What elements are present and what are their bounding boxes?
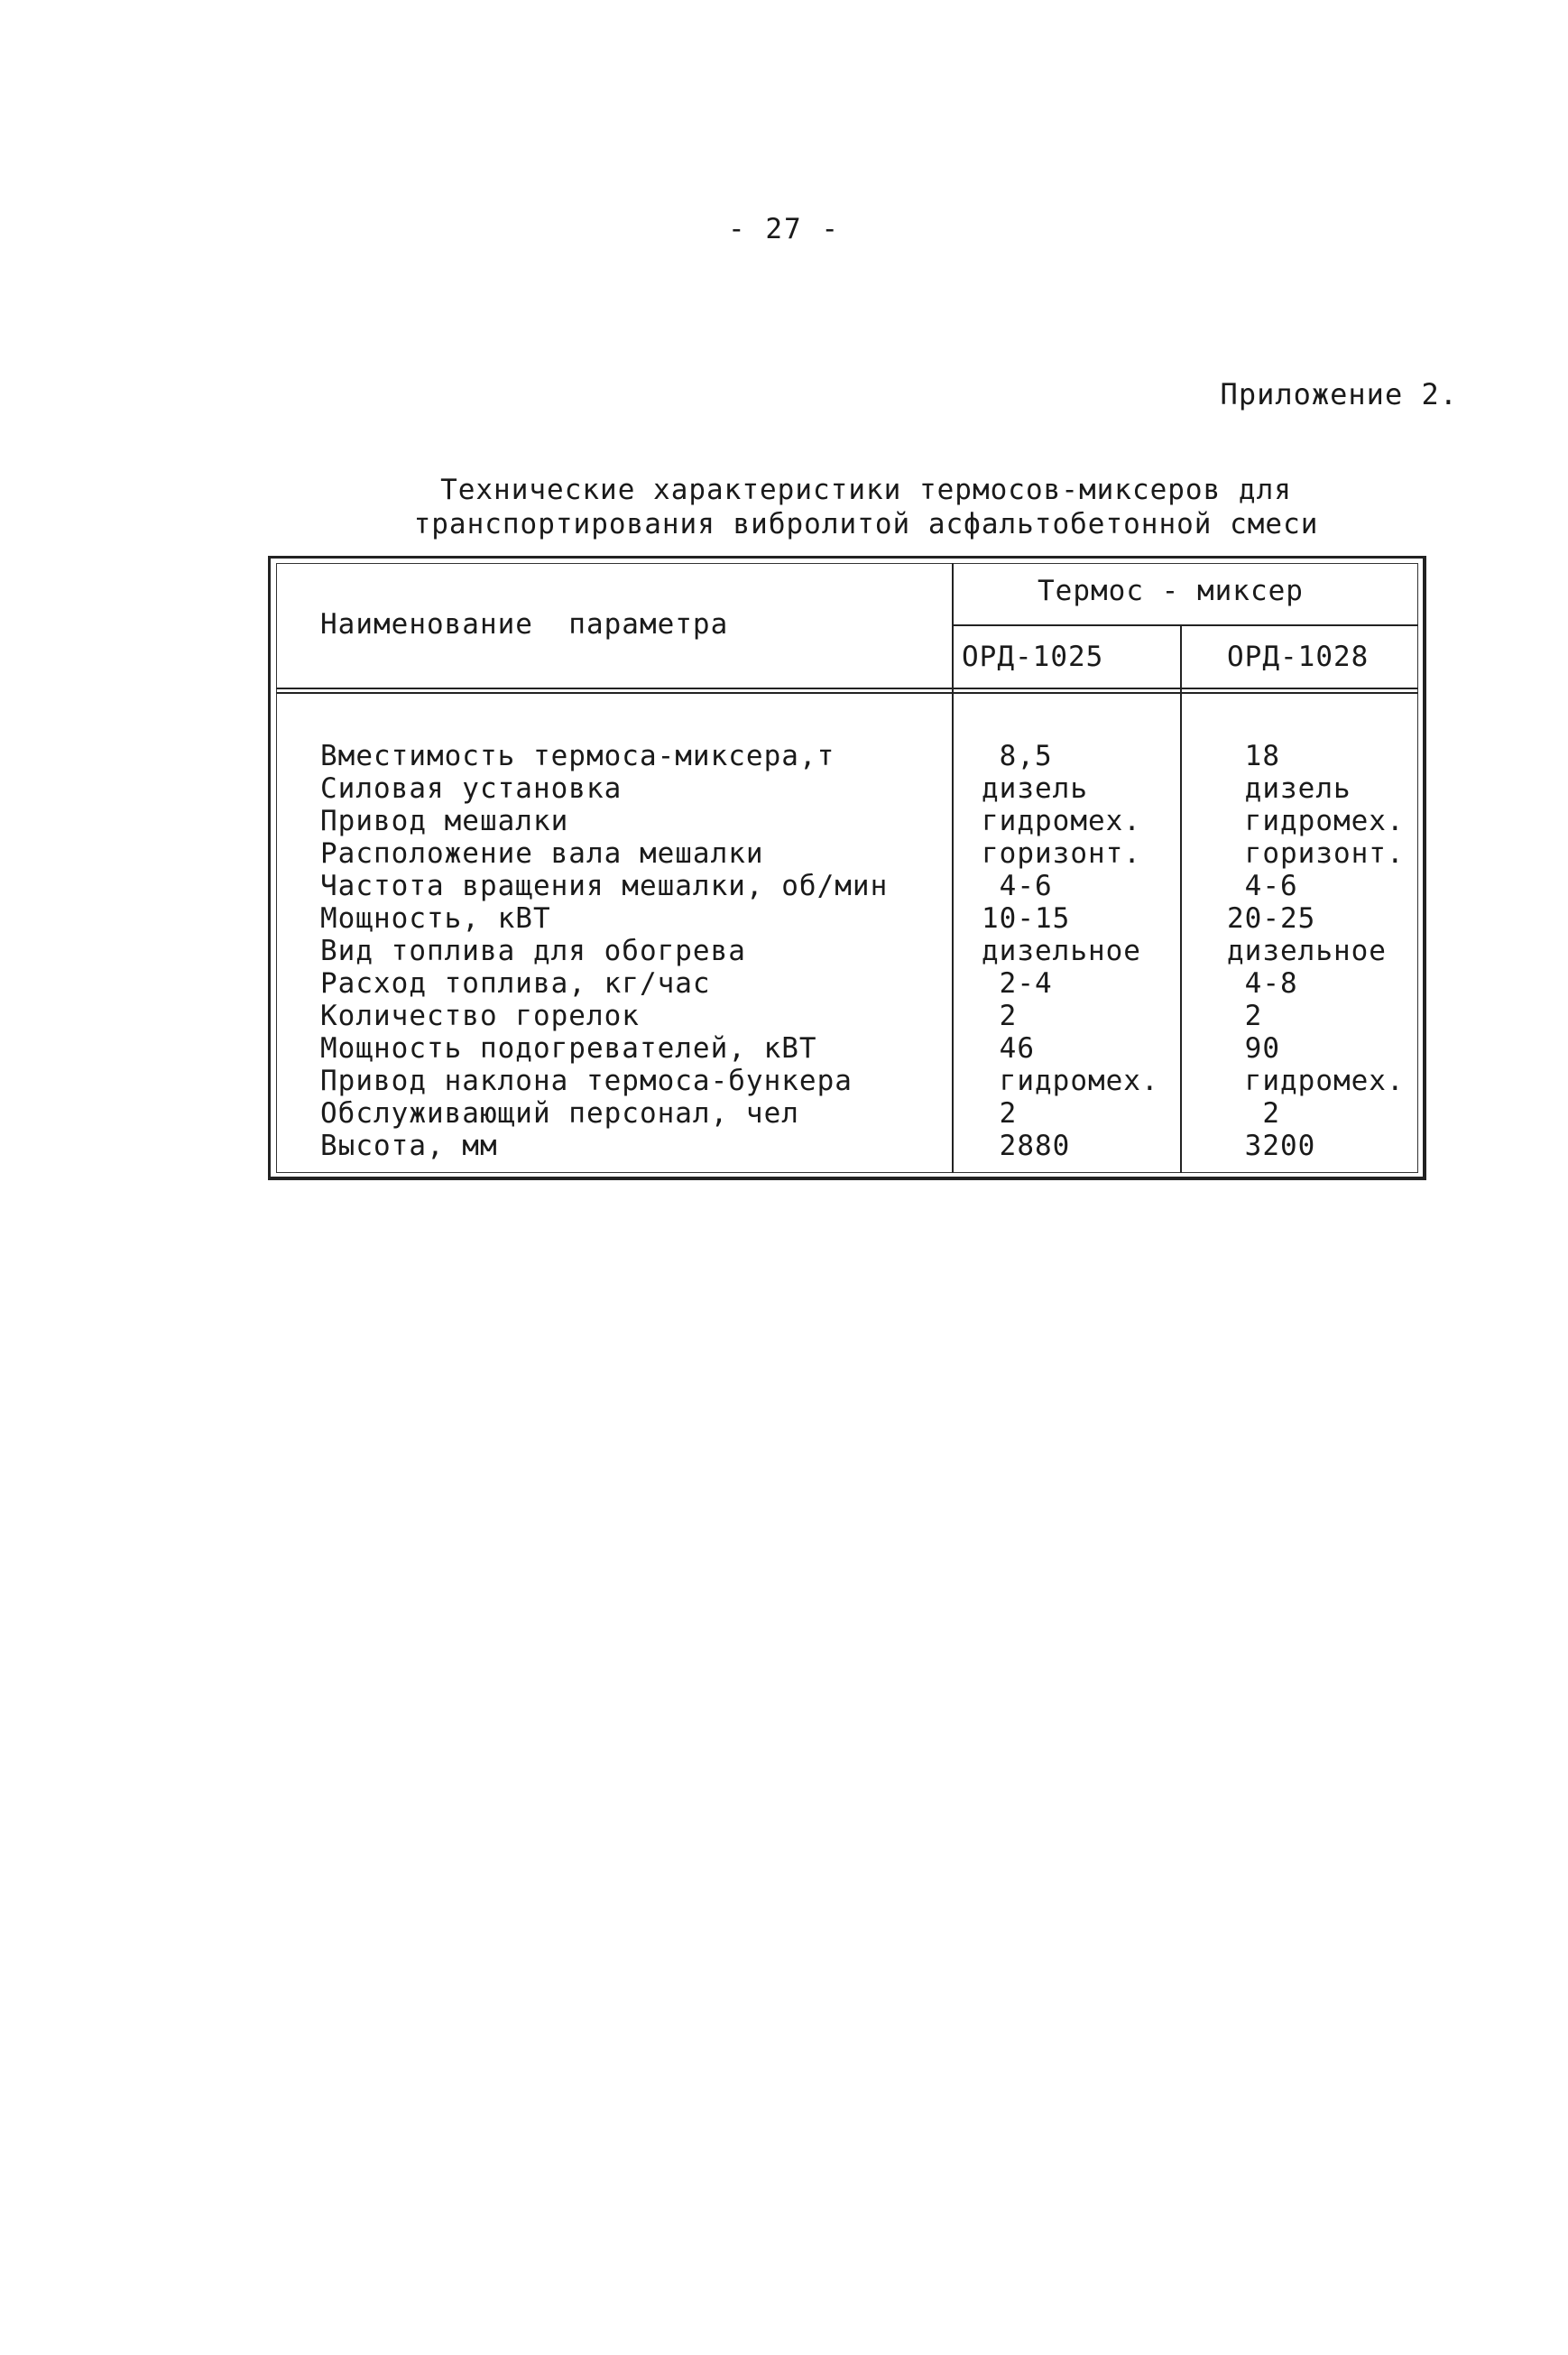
row-value-ord1028: 20-25 <box>1227 902 1316 935</box>
appendix-label: Приложение 2. <box>1220 377 1458 411</box>
header-bottom-rule-2 <box>276 692 1418 694</box>
row-param: Вид топлива для обогрева <box>320 935 746 967</box>
table-caption <box>271 473 1462 541</box>
row-value-ord1025: 2 <box>982 1097 1018 1130</box>
table-row <box>0 805 1568 837</box>
caption-line-1: Технические характеристики термосов-миксеров для <box>440 474 1292 506</box>
row-param: Мощность, кВТ <box>320 902 551 935</box>
row-value-ord1025: дизель <box>982 772 1088 805</box>
row-value-ord1028: 2 <box>1227 1097 1280 1130</box>
table-row <box>0 740 1568 772</box>
row-value-ord1025: 4-6 <box>982 870 1053 902</box>
page-number: - 27 - <box>728 213 840 245</box>
row-value-ord1028: гидромех. <box>1227 805 1405 837</box>
table-row <box>0 967 1568 1000</box>
row-value-ord1028: 4-6 <box>1227 870 1298 902</box>
row-value-ord1028: 2 <box>1227 1000 1263 1032</box>
row-value-ord1025: гидромех. <box>982 1065 1159 1097</box>
row-param: Силовая установка <box>320 772 623 805</box>
row-param: Привод мешалки <box>320 805 569 837</box>
table-row <box>0 870 1568 902</box>
table-row <box>0 1032 1568 1065</box>
row-value-ord1025: 2 <box>982 1000 1018 1032</box>
row-value-ord1028: 4-8 <box>1227 967 1298 1000</box>
row-value-ord1025: 2880 <box>982 1130 1071 1162</box>
header-param-name: Наименование параметра <box>320 608 729 641</box>
row-value-ord1028: гидромех. <box>1227 1065 1405 1097</box>
row-param: Частота вращения мешалки, об/мин <box>320 870 889 902</box>
header-group-divider <box>953 624 1418 626</box>
table-row <box>0 1097 1568 1130</box>
row-param: Обслуживающий персонал, чел <box>320 1097 799 1130</box>
row-value-ord1028: дизельное <box>1227 935 1387 967</box>
row-value-ord1028: дизель <box>1227 772 1351 805</box>
row-param: Расположение вала мешалки <box>320 837 764 870</box>
row-value-ord1025: 2-4 <box>982 967 1053 1000</box>
table-row <box>0 1000 1568 1032</box>
header-bottom-rule <box>276 688 1418 689</box>
caption-line-2: транспортирования вибролитой асфальтобетонной смеси <box>413 508 1319 540</box>
table-row <box>0 837 1568 870</box>
row-param: Высота, мм <box>320 1130 498 1162</box>
table-row <box>0 935 1568 967</box>
header-group-title: Термос - миксер <box>1038 575 1304 607</box>
row-value-ord1025: 46 <box>982 1032 1035 1065</box>
row-value-ord1025: горизонт. <box>982 837 1141 870</box>
row-param: Количество горелок <box>320 1000 640 1032</box>
row-param: Привод наклона термоса-бункера <box>320 1065 853 1097</box>
row-value-ord1028: горизонт. <box>1227 837 1405 870</box>
header-col-2: ОРД-1028 <box>1227 641 1370 673</box>
header-col-1: ОРД-1025 <box>962 641 1104 673</box>
table-row <box>0 772 1568 805</box>
row-value-ord1028: 3200 <box>1227 1130 1316 1162</box>
row-value-ord1025: 8,5 <box>982 740 1053 772</box>
row-value-ord1028: 18 <box>1227 740 1280 772</box>
row-param: Вместимость термоса-миксера,т <box>320 740 835 772</box>
row-value-ord1025: гидромех. <box>982 805 1141 837</box>
row-value-ord1025: 10-15 <box>982 902 1071 935</box>
row-value-ord1028: 90 <box>1227 1032 1280 1065</box>
row-param: Мощность подогревателей, кВТ <box>320 1032 817 1065</box>
table-row <box>0 902 1568 935</box>
table-row <box>0 1065 1568 1097</box>
table-row <box>0 1130 1568 1162</box>
row-param: Расход топлива, кг/час <box>320 967 711 1000</box>
row-value-ord1025: дизельное <box>982 935 1141 967</box>
